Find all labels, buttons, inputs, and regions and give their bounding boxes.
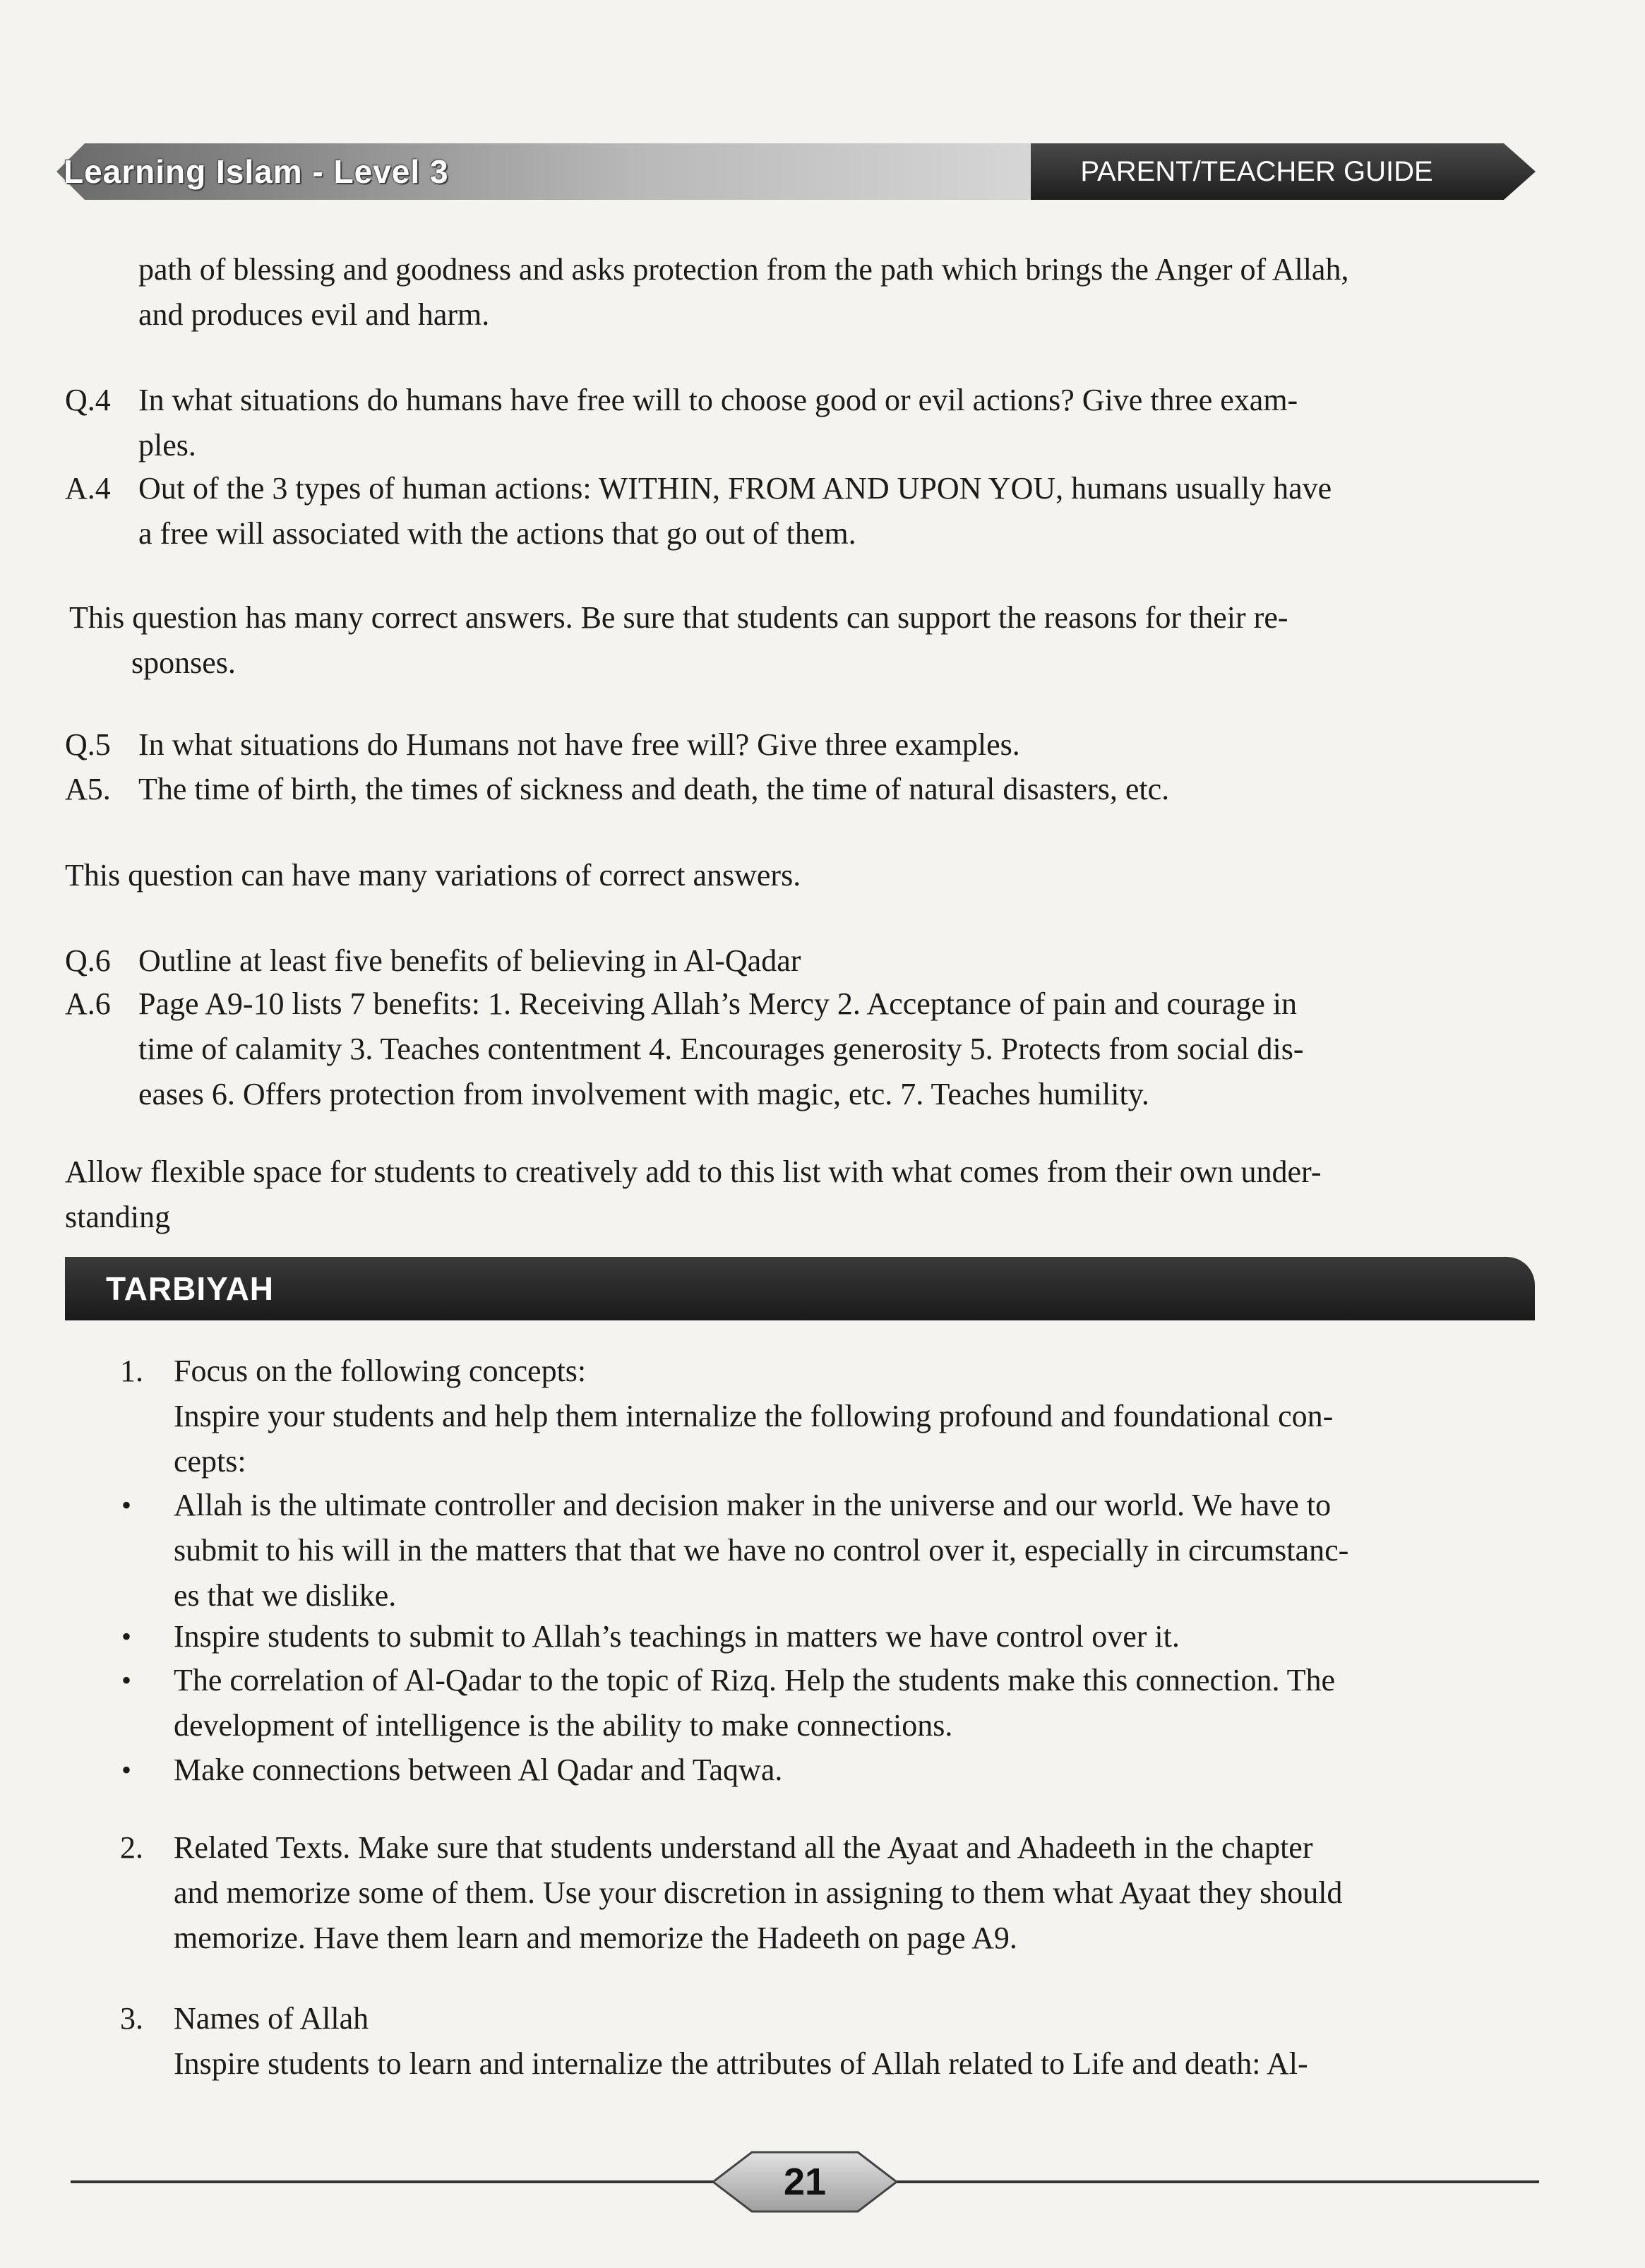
text-line: In what situations do humans have free will to choose good or evil actions? Give three exam- [138, 383, 1298, 417]
text-line: Outline at least five benefits of believing in Al-Qadar [138, 943, 801, 978]
item-number: 3. [120, 2001, 143, 2036]
text-line: The time of birth, the times of sickness and death, the time of natural disasters, etc. [138, 772, 1170, 806]
text-line: and memorize some of them. Use your discretion in assigning to them what Ayaat they should [174, 1875, 1343, 1910]
answer-label: A.4 [65, 471, 111, 506]
section-banner [65, 1257, 1535, 1320]
text-line: Inspire students to submit to Allah’s teachings in matters we have control over it. [174, 1619, 1180, 1654]
bullet-item [120, 1614, 1539, 1659]
bullet-icon: • [121, 1621, 132, 1652]
item-heading: Names of Allah [174, 2001, 369, 2036]
bullet-item [120, 1483, 1539, 1618]
intro-paragraph [138, 247, 1536, 338]
question-4 [65, 378, 1536, 468]
text-line: eases 6. Offers protection from involvement with magic, etc. 7. Teaches humility. [138, 1077, 1149, 1111]
text-line: Out of the 3 types of human actions: WITHIN, FROM AND UPON YOU, humans usually have [138, 471, 1332, 506]
footer-rule-left [71, 2180, 720, 2183]
item-number: 1. [120, 1354, 143, 1388]
text-line: Page A9-10 lists 7 benefits: 1. Receiving Allah’s Mercy 2. Acceptance of pain and courage in [138, 986, 1297, 1021]
text-line: Inspire your students and help them internalize the following profound and foundational con- [174, 1399, 1334, 1433]
question-label: Q.6 [65, 943, 111, 978]
text-line: a free will associated with the actions that go out of them. [138, 516, 856, 551]
text-line: and produces evil and harm. [138, 297, 490, 332]
tarbiyah-item-3 [120, 1996, 1539, 2087]
bullet-icon: • [121, 1754, 132, 1786]
tarbiyah-item-2 [120, 1825, 1539, 1961]
text-line: Inspire students to learn and internalize the attributes of Allah related to Life and death: Al- [174, 2046, 1308, 2081]
answer-label: A.6 [65, 986, 111, 1021]
bullet-icon: • [121, 1664, 132, 1696]
section-title: TARBIYAH [106, 1270, 275, 1307]
text-line: es that we dislike. [174, 1578, 397, 1613]
text-line: Related Texts. Make sure that students understand all the Ayaat and Ahadeeth in the chapter [174, 1830, 1313, 1865]
text-line: memorize. Have them learn and memorize the Hadeeth on page A9. [174, 1921, 1017, 1955]
question-5 [65, 722, 1536, 768]
text-line: cepts: [174, 1444, 246, 1479]
text-line: development of intelligence is the ability to make connections. [174, 1708, 953, 1743]
footer-rule-right [890, 2180, 1539, 2183]
text-line: Allah is the ultimate controller and decision maker in the universe and our world. We have to [174, 1488, 1332, 1522]
question-label: Q.5 [65, 727, 111, 762]
item-number: 2. [120, 1830, 143, 1865]
header-right-title: PARENT/TEACHER GUIDE [1080, 156, 1433, 187]
header-left-title: Learning Islam - Level 3 [64, 153, 449, 190]
bullet-icon: • [121, 1489, 132, 1521]
answer-label: A5. [65, 772, 111, 806]
text-line: This question has many correct answers. Be sure that students can support the reasons for their re- [69, 600, 1288, 635]
text-line: path of blessing and goodness and asks protection from the path which brings the Anger of Allah, [138, 252, 1349, 287]
text-line: time of calamity 3. Teaches contentment 4. Encourages generosity 5. Protects from social dis- [138, 1032, 1304, 1066]
text-line: ples. [138, 428, 196, 462]
question-6 [65, 938, 1536, 984]
text-line: The correlation of Al-Qadar to the topic of Rizq. Help the students make this connection. The [174, 1663, 1336, 1697]
bullet-item [120, 1748, 1539, 1793]
text-line: Make connections between Al Qadar and Taqwa. [174, 1753, 783, 1787]
teacher-note-4 [69, 595, 1538, 686]
text-line: standing [65, 1200, 171, 1234]
question-label: Q.4 [65, 383, 111, 417]
answer-4 [65, 466, 1536, 556]
bullet-item [120, 1658, 1539, 1748]
teacher-note-6 [65, 1150, 1533, 1240]
page-number: 21 [783, 2161, 827, 2203]
text-line: This question can have many variations of correct answers. [65, 858, 801, 893]
tarbiyah-item-1 [120, 1349, 1539, 1490]
text-line: sponses. [131, 645, 236, 680]
text-line: Allow flexible space for students to creatively add to this list with what comes from their own under- [65, 1154, 1322, 1189]
item-heading: Focus on the following concepts: [174, 1354, 587, 1388]
answer-5 [65, 767, 1536, 812]
answer-6 [65, 981, 1536, 1117]
text-line: In what situations do Humans not have free will? Give three examples. [138, 727, 1020, 762]
teacher-note-5 [65, 853, 1533, 898]
text-line: submit to his will in the matters that that we have no control over it, especially in circumstanc- [174, 1533, 1349, 1568]
